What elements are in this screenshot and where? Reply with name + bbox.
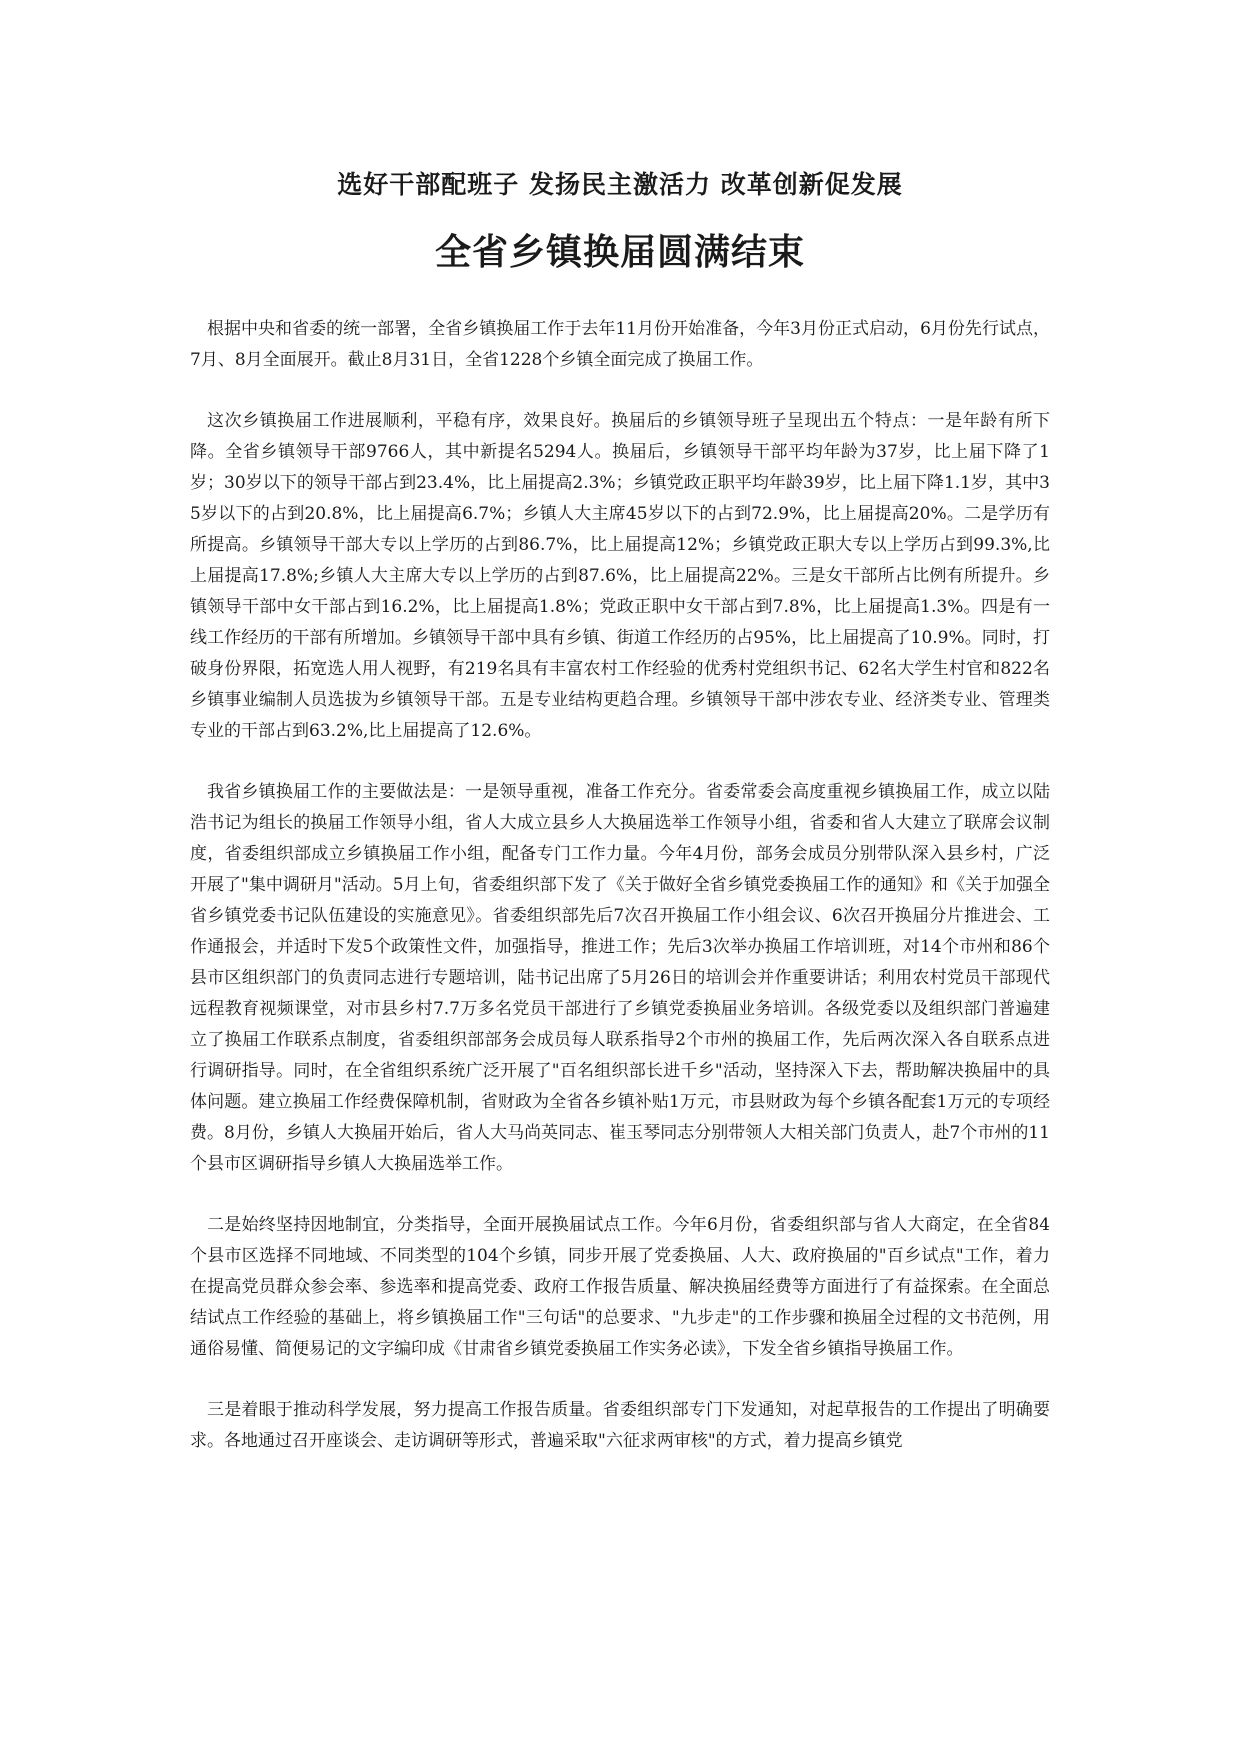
paragraph-5: 三是着眼于推动科学发展，努力提高工作报告质量。省委组织部专门下发通知，对起草报告的工作提出了明确要求。各地通过召开座谈会、走访调研等形式，普遍采取"六征求两审核"的方式，着力提高乡镇党 [190, 1400, 1050, 1451]
paragraph-1: 根据中央和省委的统一部署，全省乡镇换届工作于去年11月份开始准备，今年3月份正式启动，6月份先行试点，7月、8月全面展开。截止8月31日，全省1228个乡镇全面完成了换届工作。 [190, 319, 1050, 370]
paragraph-2: 这次乡镇换届工作进展顺利，平稳有序，效果良好。换届后的乡镇领导班子呈现出五个特点：一是年龄有所下降。全省乡镇领导干部9766人，其中新提名5294人。换届后，乡镇领导干部平均年龄为37岁，比上届下降了1岁；30岁以下的领导干部占到23.4%，比上届提高2.3%；乡镇党政正职平均年龄39岁，比上届下降1.1岁，其中35岁以下的占到20.8%，比上届提高6.7%；乡镇人大主席45岁以下的占到72.9%，比上届提高20%。二是学历有所提高。乡镇领导干部大专以上学历的占到86.7%，比上届提高12%；乡镇党政正职大专以上学历占到99.3%,比上届提高17.8%;乡镇人大主席大专以上学历的占到87.6%，比上届提高22%。三是女干部所占比例有所提升。乡镇领导干部中女干部占到16.2%，比上届提高1.8%；党政正职中女干部占到7.8%，比上届提高1.3%。四是有一线工作经历的干部有所增加。乡镇领导干部中具有乡镇、街道工作经历的占95%，比上届提高了10.9%。同时，打破身份界限，拓宽选人用人视野，有219名具有丰富农村工作经验的优秀村党组织书记、62名大学生村官和822名乡镇事业编制人员选拔为乡镇领导干部。五是专业结构更趋合理。乡镇领导干部中涉农专业、经济类专业、管理类专业的干部占到63.2%,比上届提高了12.6%。 [190, 411, 1050, 741]
paragraph-4: 二是始终坚持因地制宜，分类指导，全面开展换届试点工作。今年6月份，省委组织部与省人大商定，在全省84个县市区选择不同地域、不同类型的104个乡镇，同步开展了党委换届、人大、政府换届的"百乡试点"工作，着力在提高党员群众参会率、参选率和提高党委、政府工作报告质量、解决换届经费等方面进行了有益探索。在全面总结试点工作经验的基础上，将乡镇换届工作"三句话"的总要求、"九步走"的工作步骤和换届全过程的文书范例，用通俗易懂、简便易记的文字编印成《甘肃省乡镇党委换届工作实务必读》，下发全省乡镇指导换届工作。 [190, 1215, 1050, 1359]
document-subtitle: 选好干部配班子 发扬民主激活力 改革创新促发展 [337, 170, 903, 199]
paragraph-3: 我省乡镇换届工作的主要做法是：一是领导重视，准备工作充分。省委常委会高度重视乡镇换届工作，成立以陆浩书记为组长的换届工作领导小组，省人大成立县乡人大换届选举工作领导小组，省委和省人大建立了联席会议制度，省委组织部成立乡镇换届工作小组，配备专门工作力量。今年4月份，部务会成员分别带队深入县乡村，广泛开展了"集中调研月"活动。5月上旬，省委组织部下发了《关于做好全省乡镇党委换届工作的通知》和《关于加强全省乡镇党委书记队伍建设的实施意见》。省委组织部先后7次召开换届工作小组会议、6次召开换届分片推进会、工作通报会，并适时下发5个政策性文件，加强指导，推进工作；先后3次举办换届工作培训班，对14个市州和86个县市区组织部门的负责同志进行专题培训，陆书记出席了5月26日的培训会并作重要讲话；利用农村党员干部现代远程教育视频课堂，对市县乡村7.7万多名党员干部进行了乡镇党委换届业务培训。各级党委以及组织部门普遍建立了换届工作联系点制度，省委组织部部务会成员每人联系指导2个市州的换届工作，先后两次深入各自联系点进行调研指导。同时，在全省组织系统广泛开展了"百名组织部长进千乡"活动，坚持深入下去，帮助解决换届中的具体问题。建立换届工作经费保障机制，省财政为全省各乡镇补贴1万元，市县财政为每个乡镇各配套1万元的专项经费。8月份，乡镇人大换届开始后，省人大马尚英同志、崔玉琴同志分别带领人大相关部门负责人，赴7个市州的11个县市区调研指导乡镇人大换届选举工作。 [190, 782, 1050, 1174]
document-body [190, 314, 1050, 1457]
document-page [190, 150, 1050, 1487]
document-title: 全省乡镇换届圆满结束 [434, 232, 805, 273]
